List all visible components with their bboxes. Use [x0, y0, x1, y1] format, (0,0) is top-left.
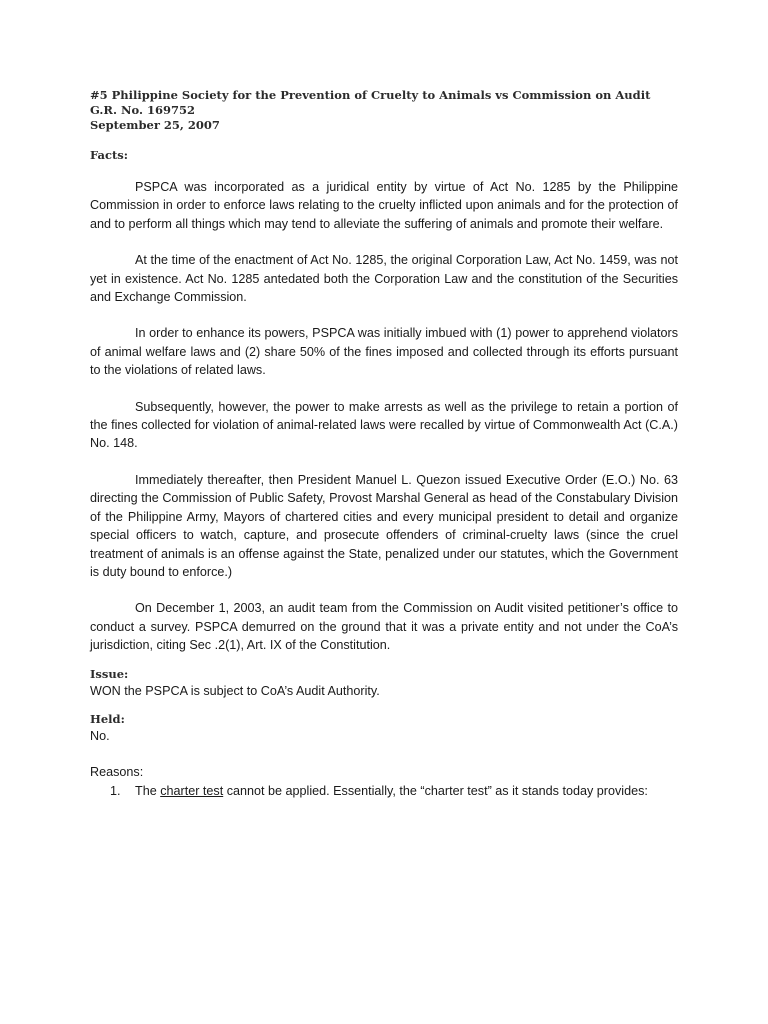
- reasons-item-1: [90, 782, 678, 800]
- facts-paragraph-2: At the time of the enactment of Act No. 1285, the original Corporation Law, Act No. 1459, was not yet in existence. Act No. 1285 antedated both the Corporation Law and the constitution of the Securities and Exchange Commission.: [90, 253, 678, 305]
- held-text: No.: [90, 728, 110, 743]
- reasons-label: Reasons:: [90, 765, 144, 780]
- facts-paragraph-1: PSPCA was incorporated as a juridical entity by virtue of Act No. 1285 by the Philippine Commission in order to enforce laws relating to the cruelty inflicted upon animals and for the protection of and to perform all things which may tend to alleviate the suffering of animals and promote their welfare.: [90, 180, 678, 231]
- reasons-item-number: 1.: [110, 783, 121, 798]
- issue-text: WON the PSPCA is subject to CoA’s Audit Authority.: [90, 683, 380, 698]
- reasons-list: [90, 782, 678, 800]
- facts-paragraph-3: In order to enhance its powers, PSPCA was initially imbued with (1) power to apprehend violators of animal welfare laws and (2) share 50% of the fines imposed and collected through its efforts pursuant to the violations of related laws.: [90, 326, 678, 378]
- case-header: [90, 88, 678, 133]
- facts-label: Facts:: [90, 148, 129, 162]
- facts-paragraph-5: Immediately thereafter, then President Manuel L. Quezon issued Executive Order (E.O.) No. 63 directing the Commission of Public Safety, Provost Marshal General as head of the Constabulary Division of the Philippine Army, Mayors of chartered cities and every municipal president to detail and organize special officers to watch, capture, and prosecute offenders of criminal-cruelty laws (since the cruel treatment of animals is an offense against the State, penalized under our statutes, which the Government is duty bound to enforce.): [90, 472, 678, 579]
- facts-paragraph-6: On December 1, 2003, an audit team from the Commission on Audit visited petitioner’s office to conduct a survey. PSPCA demurred on the ground that it was a private entity and not under the CoA’s jurisdiction, citing Sec .2(1), Art. IX of the Constitution.: [90, 601, 678, 653]
- case-date: September 25, 2007: [90, 118, 220, 132]
- case-title: #5 Philippine Society for the Prevention of Cruelty to Animals vs Commission on Audit: [90, 88, 651, 102]
- charter-test-term: charter test: [160, 783, 224, 798]
- reasons-item-post: cannot be applied. Essentially, the “charter test” as it stands today provides:: [223, 783, 648, 798]
- case-gr-number: G.R. No. 169752: [90, 103, 195, 117]
- issue-label: Issue:: [90, 666, 129, 681]
- held-label: Held:: [90, 711, 125, 726]
- reasons-item-pre: The: [135, 783, 161, 798]
- facts-paragraph-4: Subsequently, however, the power to make arrests as well as the privilege to retain a portion of the fines collected for violation of animal-related laws were recalled by virtue of Commonwealth Act (C.A.) No. 148.: [90, 399, 678, 451]
- document-page: [90, 88, 678, 800]
